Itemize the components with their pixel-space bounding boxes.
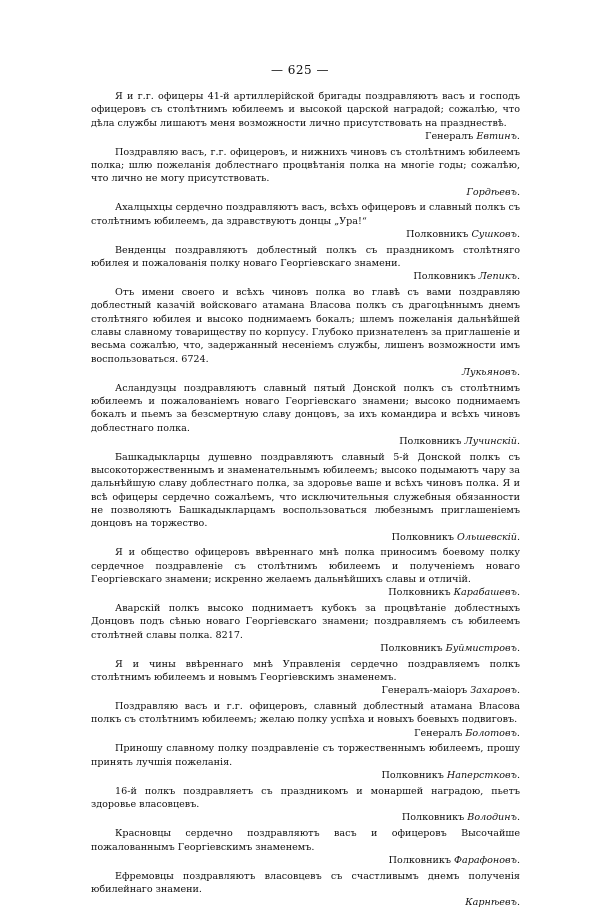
telegram-text: Я и чины ввѣреннаго мнѣ Управленія сердечно поздравляемъ полкъ столѣтнимъ юбилеемъ и новымъ Георгіевскимъ знаменемъ. [91, 658, 520, 683]
telegram-entry [91, 286, 520, 379]
signature-name: Гордѣевъ. [466, 186, 520, 198]
telegram-entry [91, 658, 520, 698]
signature [91, 642, 520, 655]
signature-rank: Генералъ-маіоръ [381, 685, 468, 697]
telegram-entry [91, 742, 520, 782]
telegram-list [91, 90, 520, 912]
signature [91, 130, 520, 143]
signature-rank: Полковникъ [381, 770, 444, 782]
telegram-text: Ефремовцы поздравляютъ власовцевъ съ счастливымъ днемъ полученія юбилейнаго знамени. [91, 870, 520, 895]
signature [91, 586, 520, 599]
telegram-text: Красновцы сердечно поздравляютъ васъ и офицеровъ Высочайше пожалованнымъ Георгіевскимъ знаменемъ. [91, 828, 520, 853]
telegram-text: Отъ имени своего и всѣхъ чиновъ полка во главѣ съ вами поздравляю доблестный казачій войсковаго атамана Власова полкъ съ драгоцѣннымъ днемъ столѣтняго юбилея и высоко поднимаемъ бокалъ; шлемъ пожеланія дальнѣйшей славы славному товариществу по корпусу. Глубоко признателенъ за приглашеніе и весьма сожалѣю, что, задержанный несеніемъ службы, лишенъ возможности имъ воспользоваться. 6724. [91, 287, 520, 365]
telegram-text: Я и общество офицеровъ ввѣреннаго мнѣ полка приносимъ боевому полку сердечное поздравленіе съ столѣтнимъ юбилеемъ и полученіемъ новаго Георгіевскаго знамени; искренно желаемъ дальнѣйшихъ славы и отличій. [91, 547, 520, 585]
signature-name: Карнѣевъ. [465, 897, 520, 909]
telegram-text: Башкадыкларцы душевно поздравляютъ славный 5-й Донской полкъ съ высокоторжественнымъ и знаменательнымъ юбилеемъ; высоко подымаютъ чару за дальнѣйшую славу доблестнаго полка, за здоровье ваше и всѣхъ чиновъ полка. Я и всѣ офицеры сердечно сожалѣемъ, что исключительныя служебныя обязанности не позволяютъ Башкадыкларцамъ воспользоваться любезнымъ приглашеніемъ донцовъ на торжество. [91, 451, 520, 530]
signature-rank: Полковникъ [388, 854, 451, 866]
telegram-entry [91, 146, 520, 199]
telegram-entry [91, 870, 520, 910]
signature [91, 531, 520, 544]
signature [91, 854, 520, 867]
signature [91, 228, 520, 241]
signature-name: Болотовъ. [465, 727, 520, 739]
signature-rank: Генералъ [414, 727, 463, 739]
signature-rank: Полковникъ [399, 435, 462, 447]
telegram-text: Приношу славному полку поздравленіе съ торжественнымъ юбилеемъ, прошу принять лучшія пожеланія. [91, 743, 520, 768]
telegram-text: Поздравляю васъ, г.г. офицеровъ, и нижнихъ чиновъ съ столѣтнимъ юбилеемъ полка; шлю пожеланія доблестнаго процвѣтанія полка на многіе годы; сожалѣю, что лично не могу присутствовать. [91, 146, 520, 185]
telegram-entry [91, 90, 520, 143]
signature [91, 270, 520, 283]
signature-name: Лучинскій. [464, 435, 520, 447]
signature-name: Буймистровъ. [445, 642, 520, 654]
signature [91, 366, 520, 379]
signature [91, 811, 520, 824]
signature-name: Наперстковъ. [446, 770, 520, 782]
telegram-entry [91, 201, 520, 241]
signature [91, 727, 520, 740]
signature [91, 769, 520, 782]
signature-rank: Генералъ [425, 130, 474, 142]
telegram-entry [91, 546, 520, 599]
telegram-text: Венденцы поздравляютъ доблестный полкъ съ праздникомъ столѣтняго юбилея и пожалованія полку новаго Георгіевскаго знамени. [91, 244, 520, 270]
telegram-entry [91, 785, 520, 825]
telegram-entry [91, 827, 520, 867]
signature-name: Лепикъ. [478, 271, 520, 283]
signature-name: Евтинъ. [476, 130, 520, 142]
telegram-entry [91, 602, 520, 655]
signature-name: Лукьяновъ. [462, 366, 520, 378]
signature-name: Володинъ. [467, 812, 520, 824]
signature-rank: Полковникъ [391, 531, 454, 543]
signature-rank: Полковникъ [388, 587, 451, 599]
telegram-entry [91, 451, 520, 544]
telegram-text: Ахалцыхцы сердечно поздравляютъ васъ, всѣхъ офицеровъ и славный полкъ съ столѣтнимъ юбилеемъ, да здравствуютъ донцы „Ура!“ [91, 202, 520, 227]
signature-rank: Полковникъ [401, 812, 465, 824]
signature [91, 435, 520, 448]
telegram-text: Аварскій полкъ высоко поднимаетъ кубокъ за процвѣтаніе доблестныхъ Донцовъ подъ сѣнью новаго Георгіевскаго знамени; поздравляемъ съ юбилеемъ столѣтней славы полка. 8217. [91, 602, 520, 641]
signature-name: Захаровъ. [470, 685, 520, 697]
telegram-entry [91, 700, 520, 740]
signature [91, 896, 520, 909]
telegram-entry [91, 244, 520, 284]
signature-name: Ольшевскій. [457, 531, 520, 543]
telegram-text: Асландузцы поздравляютъ славный пятый Донской полкъ съ столѣтнимъ юбилеемъ и пожалованіемъ новаго Георгіевскаго знамени; высоко поднимаемъ бокалъ и пьемъ за безсмертную славу донцовъ, за ихъ командира и всѣхъ чиновъ доблестнаго полка. [91, 382, 520, 434]
signature-rank: Полковникъ [380, 642, 443, 654]
telegram-text: Я и г.г. офицеры 41-й артиллерійской бригады поздравляютъ васъ и господъ офицеровъ съ столѣтнимъ юбилеемъ и высокой царской наградой; сожалѣю, что дѣла службы лишаютъ меня возможности лично присутствовать на празднествѣ. [91, 91, 520, 129]
signature-rank: Полковникъ [406, 228, 469, 240]
signature [91, 186, 520, 199]
signature [91, 684, 520, 697]
signature-rank: Полковникъ [413, 271, 476, 283]
telegram-entry [91, 382, 520, 448]
signature-name: Сушковъ. [471, 228, 520, 240]
signature-name: Фарафоновъ. [454, 854, 520, 866]
telegram-text: 16-й полкъ поздравляетъ съ праздникомъ и монаршей наградою, пьетъ здоровье власовцевъ. [91, 785, 520, 811]
telegram-text: Поздравляю васъ и г.г. офицеровъ, славный доблестный атамана Власова полкъ съ столѣтнимъ юбилеемъ; желаю полку успѣха и новыхъ боевыхъ подвиговъ. [91, 701, 520, 726]
signature-name: Карабашевъ. [453, 587, 520, 599]
page-number: — 625 — [270, 63, 330, 77]
